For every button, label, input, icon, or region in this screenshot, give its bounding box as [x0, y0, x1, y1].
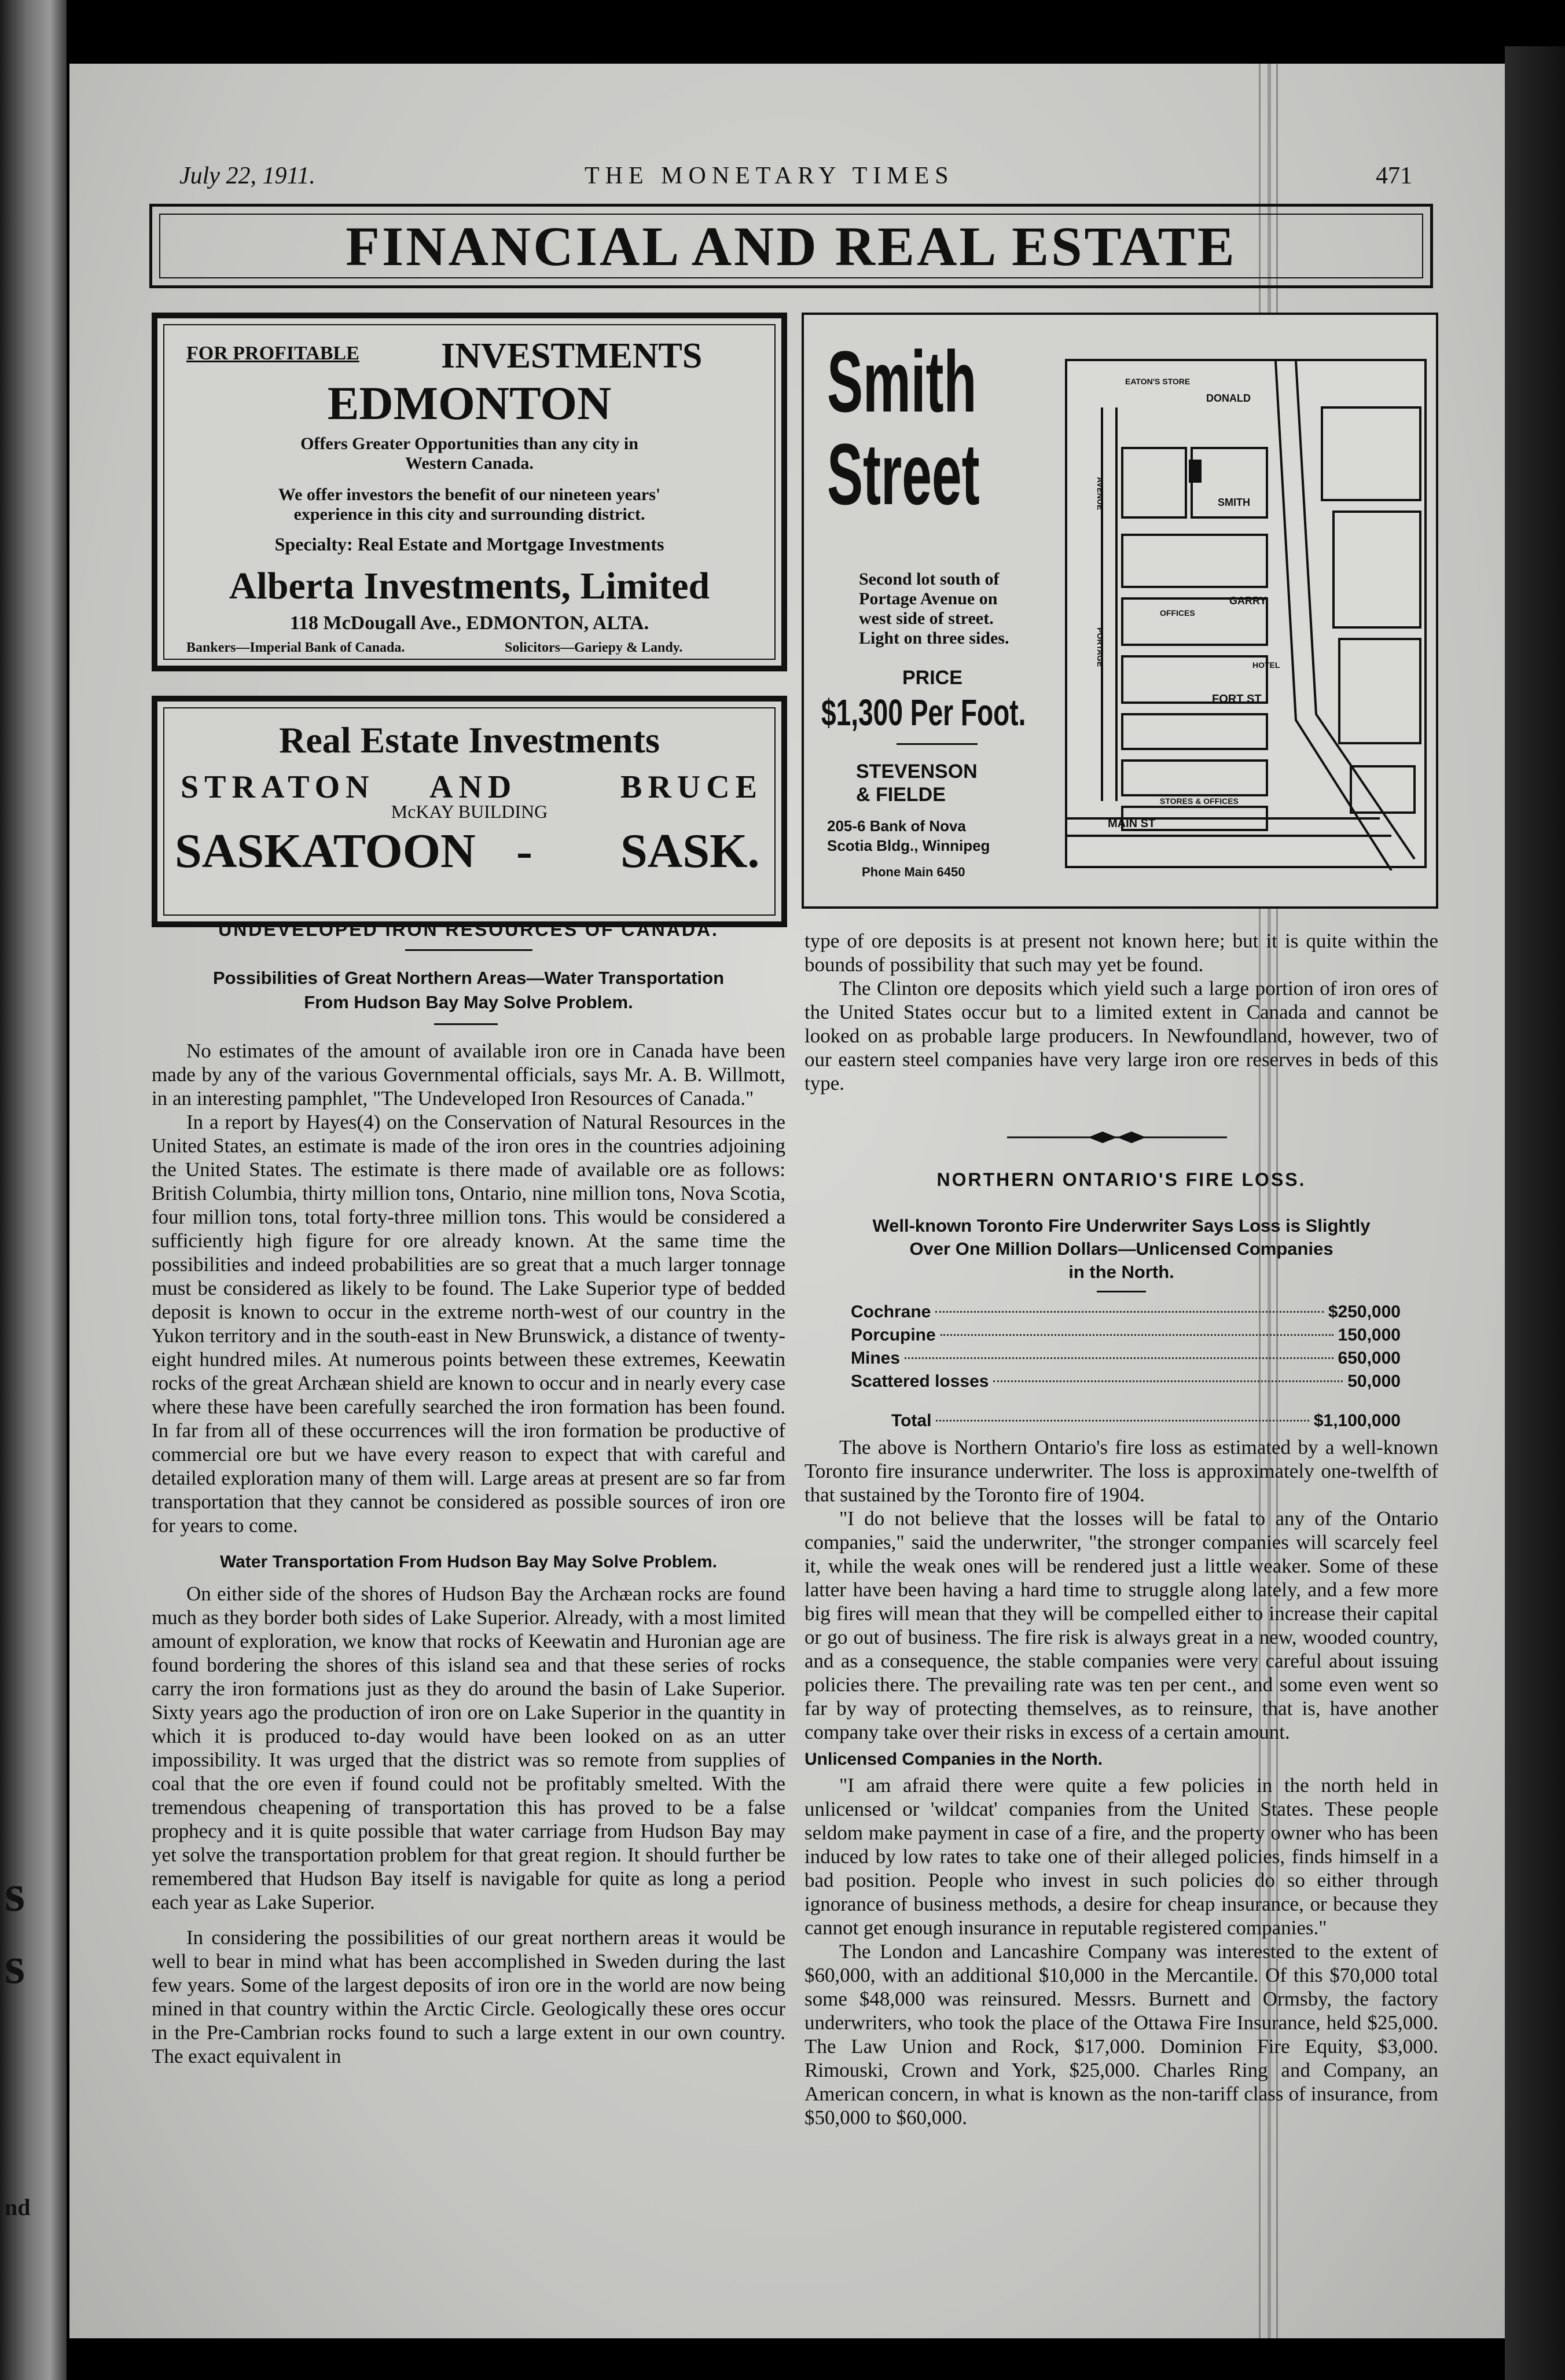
map-label: GARRY [1229, 595, 1267, 607]
ad-headline: Real Estate Investments [279, 719, 660, 761]
map-label: HOTEL [1252, 660, 1280, 670]
price-label: PRICE [902, 667, 962, 689]
ad-firm: BRUCE [620, 769, 763, 805]
ad-description: Light on three sides. [859, 629, 1009, 648]
article-column-2 [804, 929, 1438, 1095]
fire-article-body [804, 1435, 1438, 2129]
map-label: DONALD [1206, 392, 1251, 404]
article-subtitle: Well-known Toronto Fire Underwriter Says Loss is Slightly [872, 1215, 1371, 1236]
ad-city: EDMONTON [327, 377, 612, 429]
ad-line: Western Canada. [405, 454, 534, 473]
ad-title: Smith [827, 333, 977, 430]
straton-bruce-ad [152, 696, 787, 927]
ad-province: SASK. [620, 824, 760, 878]
map-label: SMITH [1218, 497, 1250, 508]
loss-label: Porcupine [851, 1325, 936, 1345]
article-subtitle: in the North. [1068, 1262, 1174, 1282]
adjacent-page-fragment: nd [5, 2194, 31, 2220]
ad-rule [897, 743, 978, 745]
loss-label: Cochrane [851, 1302, 931, 1321]
paragraph: In a report by Hayes(4) on the Conservation of Natural Resources in the United States, an estimate is made of the iron ores in the countries adjoining the United States. The estimate is there made of available ore as follows: British Columbia, thirty million tons, Ontario, nine million tons, Nova Scotia, four million tons, total forty-three million tons. This would be considered a sufficiently high figure for ore already known. At the same time the possibilities and indeed probabilities are so great that a much larger tonnage must be considered as likely to be found. The Lake Superior type of bedded deposit is known to occur in the extreme north-west of our country in the Yukon territory and in the south-east in New Brunswick, a distance of twenty-eight hundred miles. At numerous points between these extremes, Keewatin rocks of the great Archæan shield are known to occur and in nearly every case where these have been carefully searched the iron formation has been found. In far from all of these occurrences will the iron formation be productive of commercial ore but we have every reason to expect that with careful and detailed exploration many of them will. Large areas at present are so far from transportation that they cannot be considered as possible sources of iron ore for years to come. [152, 1111, 785, 1537]
agent-name: & FIELDE [856, 784, 946, 806]
map-label: MAIN ST [1108, 817, 1156, 830]
ad-company: Alberta Investments, Limited [229, 565, 710, 607]
ad-firm: AND [429, 769, 517, 805]
loss-amount: 650,000 [1338, 1349, 1401, 1368]
map-label: PORTAGE [1096, 627, 1105, 667]
loss-row [851, 1372, 1401, 1395]
map-label: STORES & OFFICES [1160, 796, 1239, 806]
paragraph: "I do not believe that the losses will be fatal to any of the Ontario companies," said the underwriter, "the stronger companies will scarcely feel it, while the weak ones will be rendered just a little weaker. Some of these latter have been having a hard time to struggle along lately, and a few more big fires will mean that they will be compelled either to increase their capital or go out of business. The fire risk is always great in a new, wooded country, and as a consequence, the stable companies were very careful about issuing policies there. The prevailing rate was ten per cent., and some even went so far by way of protecting themselves, as to reinsure, that is, have another company take over their risks in excess of a certain amount. [804, 1507, 1438, 1743]
ad-line: experience in this city and surrounding district. [293, 505, 645, 524]
article-column-1 [152, 1039, 785, 2068]
map-label: AVENUE [1096, 477, 1105, 510]
ad-description: west side of street. [859, 609, 994, 628]
ad-line: Offers Greater Opportunities than any city in [300, 434, 638, 453]
loss-row [851, 1349, 1401, 1372]
agent-address: Scotia Bldg., Winnipeg [827, 837, 990, 854]
adjacent-page-edge [0, 0, 67, 2380]
article-title: UNDEVELOPED IRON RESOURCES OF CANADA. [218, 919, 719, 940]
publication-title: THE MONETARY TIMES [585, 163, 954, 189]
agent-name: STEVENSON [856, 761, 978, 783]
page-binding-edge [1505, 46, 1565, 2380]
article-subtitle: From Hudson Bay May Solve Problem. [304, 992, 633, 1012]
agent-phone: Phone Main 6450 [862, 865, 965, 879]
street-map-drawing [1067, 361, 1429, 871]
running-head [110, 162, 1430, 197]
paragraph: The Clinton ore deposits which yield such a large portion of iron ores of the United States occur but to a limited extent in Canada and cannot be looked on as probable large producers. In Newfoundland, however, two of our eastern steel companies have very large iron ore reserves in beds of this type. [804, 977, 1438, 1094]
ad-city: SASKATOON [175, 824, 476, 878]
loss-label: Scattered losses [851, 1372, 989, 1391]
total-amount: $1,100,000 [1313, 1411, 1401, 1430]
loss-amount: 150,000 [1338, 1325, 1401, 1345]
adjacent-page-fragment: s [5, 1937, 25, 1995]
loss-label: Mines [851, 1349, 901, 1368]
loss-amount: 50,000 [1347, 1372, 1401, 1391]
map-label: FORT ST [1212, 693, 1262, 706]
paragraph: The London and Lancashire Company was interested to the extent of $60,000, with an additional $10,000 in the Mercantile. Of this $70,000 total some $48,000 was reinsured. Messrs. Burnett and Ormsby, the factory underwriters, who took the place of the Ottawa Fire Insurance, held $25,000. The Law Union and Rock, $17,000. Dominion Fire Equity, $3,000. Rimouski, Crown and York, $25,000. Charles Ring and Company, an American concern, in what is known as the non-tariff class of insurance, from $50,000 to $60,000. [804, 1940, 1438, 2129]
paragraph: On either side of the shores of Hudson Bay the Archæan rocks are found much as they border both sides of Lake Superior. Already, with a most limited amount of exploration, we know that rocks of Keewatin and Huronian age are found bordering the shores of this island sea and that these series of rocks carry the iron formations just as they do around the basin of Lake Superior. Sixty years ago the production of iron ore on Lake Superior in the quantity in which it is produced to-day would have been looked on as an utter impossibility. It was urged that the district was so remote from supplies of coal that the ore even if found could not be profitably smelted. With the tremendous cheapening of transportation this has proved to be a false prophecy and it is quite possible that water carriage from Hudson Bay may yet solve the transportation problem for that great region. It should further be remembered that Hudson Bay itself is navigable for quite as long a period each year as Lake Superior. [152, 1582, 785, 1913]
price-value: $1,300 Per Foot. [821, 692, 1026, 733]
ad-address: 118 McDougall Ave., EDMONTON, ALTA. [289, 612, 649, 634]
subtitle-rule [434, 1023, 498, 1025]
paragraph: The above is Northern Ontario's fire loss as estimated by a well-known Toronto fire insurance underwriter. The loss is approximately one-twelfth of that sustained by the Toronto fire of 1904. [804, 1436, 1438, 1506]
ad-title: Street [827, 425, 980, 523]
section-banner [149, 204, 1433, 288]
map-label: EATON'S STORE [1125, 377, 1191, 386]
section-heading: Unlicensed Companies in the North. [804, 1750, 1103, 1769]
ad-kicker: FOR PROFITABLE [186, 343, 359, 364]
page-number: 471 [1376, 163, 1412, 189]
paragraph: No estimates of the amount of available iron ore in Canada have been made by any of the various Governmental officials, says Mr. A. B. Willmott, in an interesting pamphlet, "The Undeveloped Iron Resources of Canada." [152, 1040, 785, 1110]
street-map [1065, 359, 1427, 868]
ad-dash: - [516, 824, 532, 878]
loss-total-row [851, 1411, 1401, 1434]
ad-description: Portage Avenue on [859, 589, 998, 608]
section-title: FINANCIAL AND REAL ESTATE [159, 214, 1423, 278]
issue-date: July 22, 1911. [179, 163, 315, 189]
ad-solicitors: Solicitors—Gariepy & Landy. [505, 640, 683, 655]
alberta-investments-ad [152, 313, 787, 671]
title-rule [405, 949, 532, 951]
loss-row [851, 1302, 1401, 1325]
lot-marker [1189, 460, 1202, 483]
loss-row [851, 1325, 1401, 1349]
article-subtitle: Possibilities of Great Northern Areas—Water Transportation [212, 968, 725, 988]
section-heading: Water Transportation From Hudson Bay May Solve Problem. [219, 1552, 718, 1571]
paragraph: type of ore deposits is at present not known here; but it is quite within the bounds of possibility that such may yet be found. [804, 930, 1438, 976]
total-label: Total [891, 1411, 932, 1430]
fire-loss-table [851, 1302, 1401, 1434]
article-subtitle: Over One Million Dollars—Unlicensed Companies [909, 1239, 1333, 1259]
agent-address: 205-6 Bank of Nova [827, 817, 966, 835]
ad-bankers: Bankers—Imperial Bank of Canada. [186, 640, 405, 655]
subtitle-rule [1097, 1291, 1146, 1292]
article-title: NORTHERN ONTARIO'S FIRE LOSS. [936, 1169, 1306, 1190]
paragraph: "I am afraid there were quite a few policies in the north held in unlicensed or 'wildcat' companies from the United States. These people seldom make payment in case of a fire, and the property owner who has been induced by low rates to take one of their alleged policies, finds himself in a bad position. People who invest in such policies do so either through ignorance of business methods, a desire for cheap insurance, or because they cannot get enough insurance in reputable registered companies." [804, 1774, 1438, 1939]
loss-amount: $250,000 [1328, 1302, 1401, 1321]
ad-line: We offer investors the benefit of our nineteen years' [278, 485, 661, 504]
ad-headline: INVESTMENTS [441, 336, 703, 376]
ad-specialty: Specialty: Real Estate and Mortgage Investments [274, 534, 664, 554]
map-label: OFFICES [1160, 608, 1195, 618]
ad-building: McKAY BUILDING [391, 801, 548, 822]
paragraph: In considering the possibilities of our great northern areas it would be well to bear in mind what has been accomplished in Sweden during the last few years. Some of the largest deposits of iron ore in the world are now being mined in that country within the Arctic Circle. Geologically these ores occur in the Pre-Cambrian rocks found to such a large extent in our own country. The exact equivalent in [152, 1926, 785, 2067]
ornament-rule [1007, 1129, 1227, 1146]
ad-firm: STRATON [181, 769, 375, 805]
ad-description: Second lot south of [859, 570, 1000, 589]
adjacent-page-fragment: s [5, 1865, 25, 1922]
